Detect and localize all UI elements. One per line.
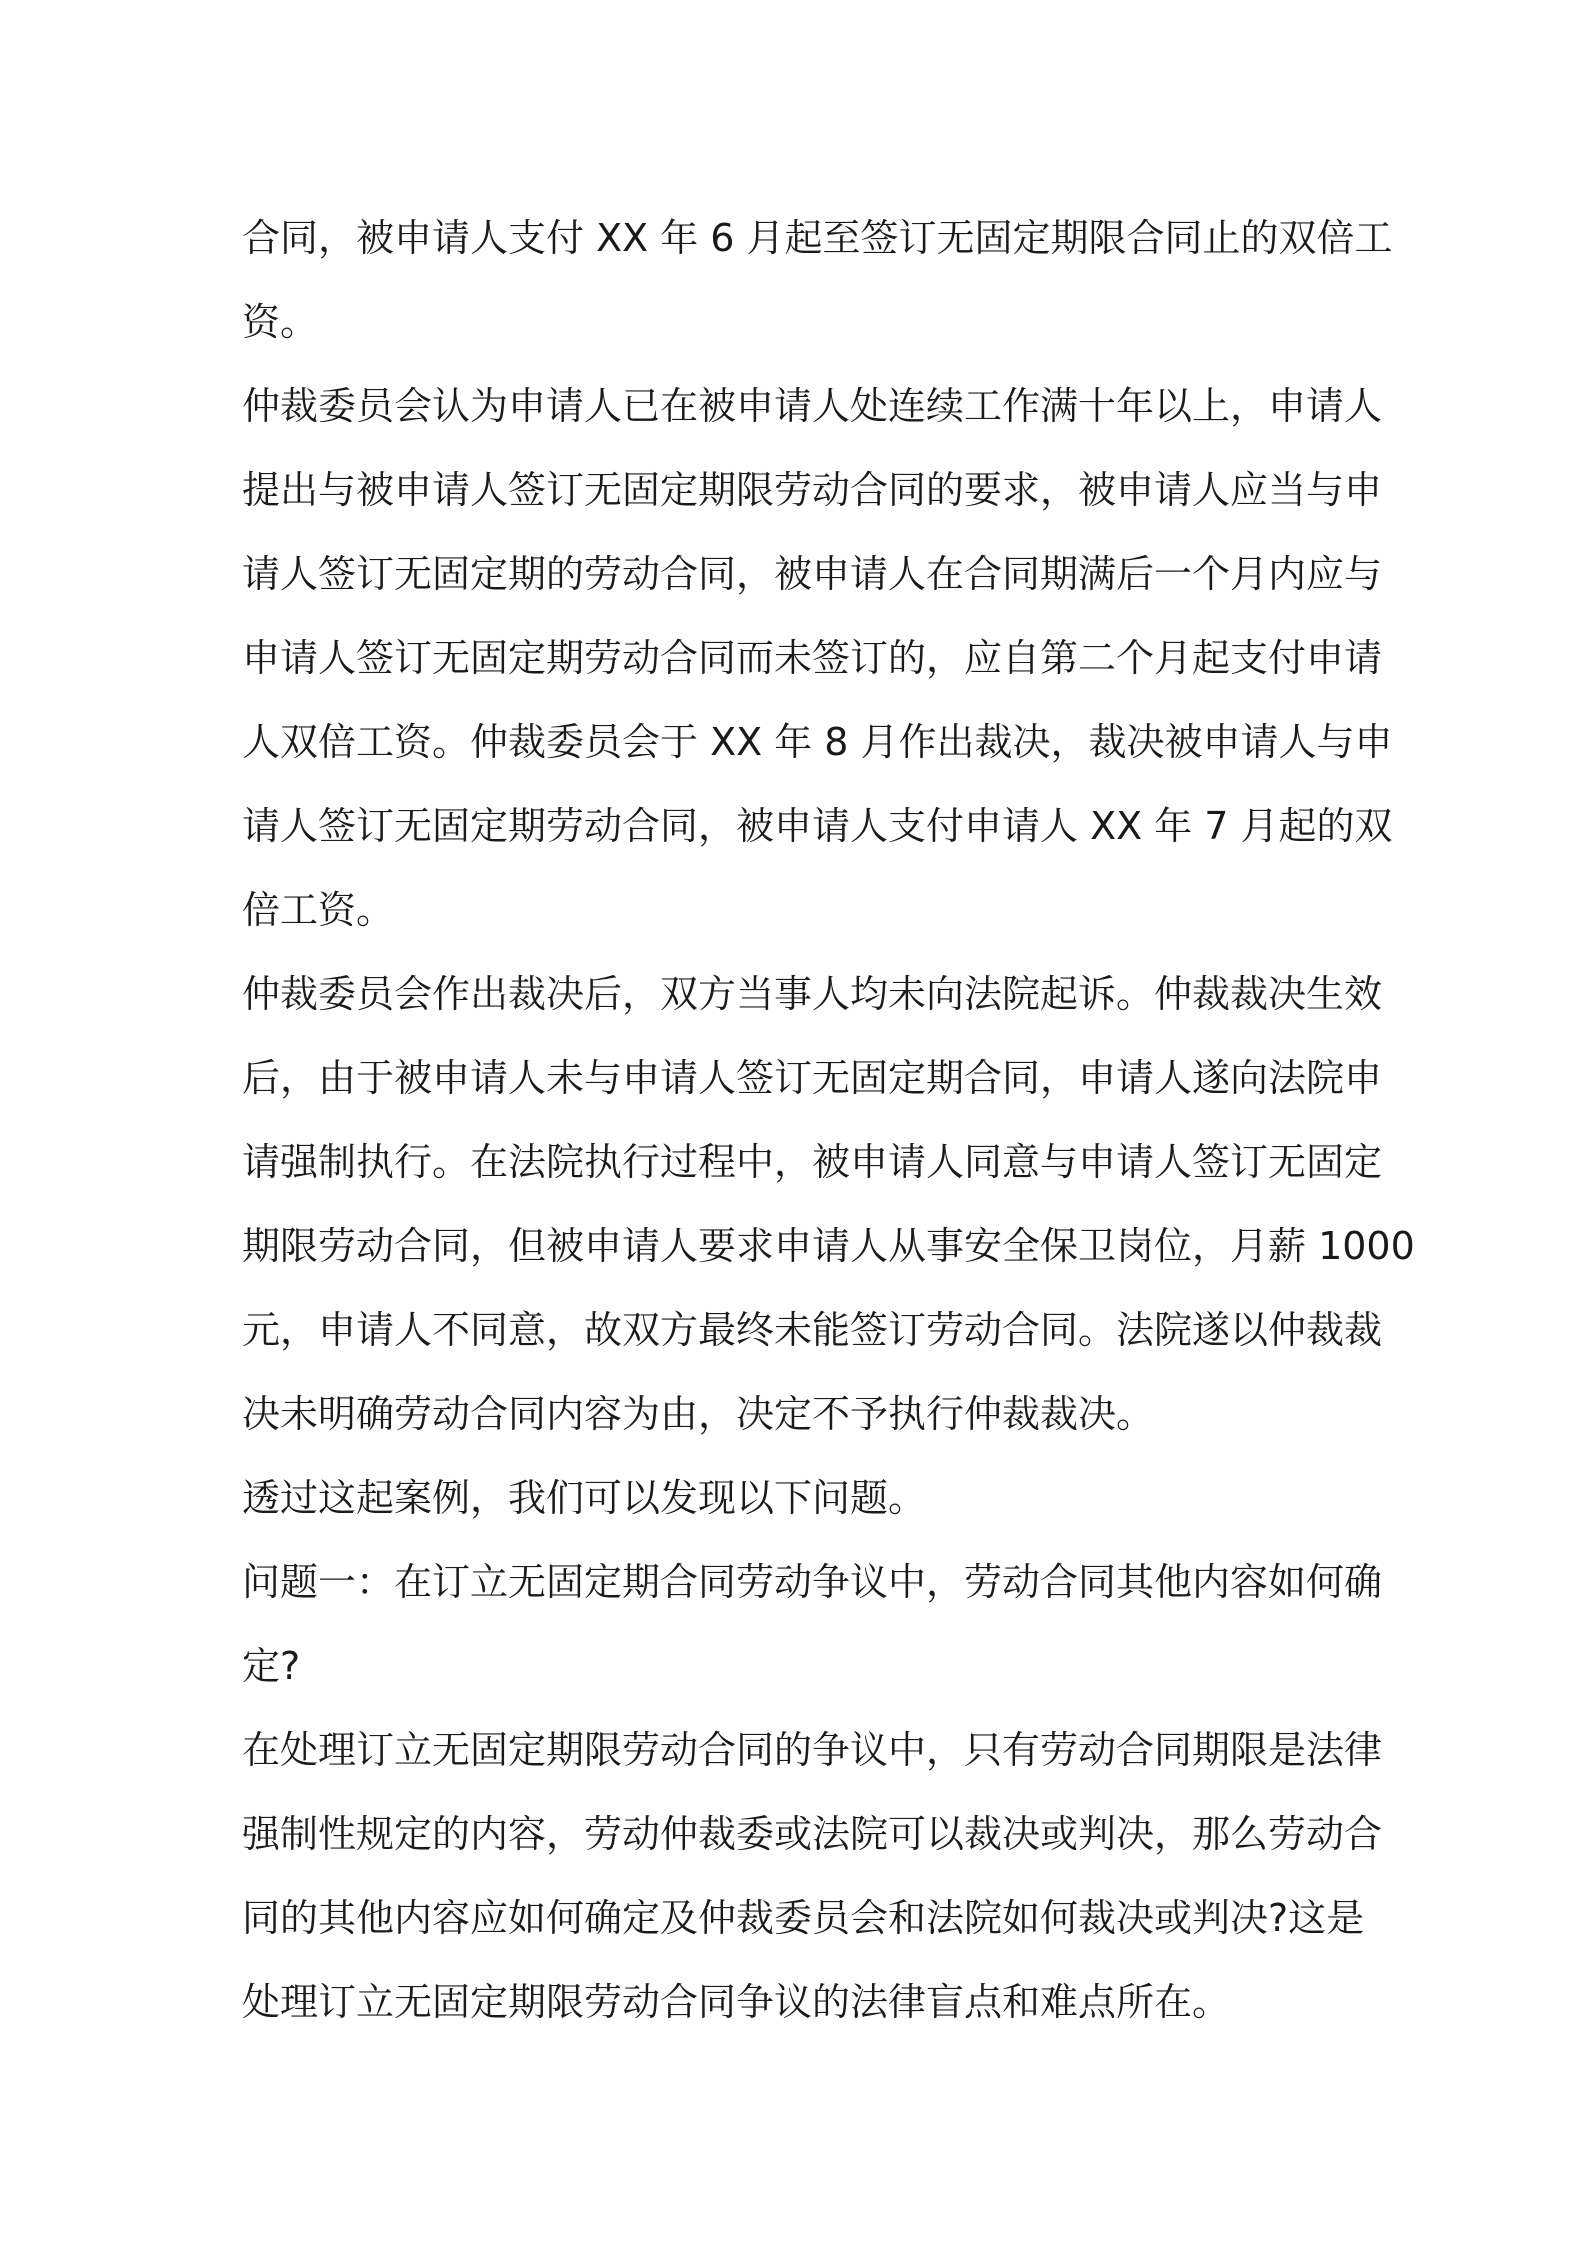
text-line: 仲裁委员会认为申请人已在被申请人处连续工作满十年以上，申请人 xyxy=(242,384,1383,428)
text-line: 期限劳动合同，但被申请人要求申请人从事安全保卫岗位，月薪 1000 xyxy=(242,1224,1415,1268)
text-line: 定? xyxy=(242,1644,301,1688)
paragraph-5-question-heading xyxy=(242,1540,1383,1708)
text-line: 申请人签订无固定期劳动合同而未签订的，应自第二个月起支付申请 xyxy=(242,636,1383,680)
text-line: 同的其他内容应如何确定及仲裁委员会和法院如何裁决或判决?这是 xyxy=(242,1896,1365,1940)
text-line: 透过这起案例，我们可以发现以下问题。 xyxy=(242,1476,927,1520)
text-line: 后，由于被申请人未与申请人签订无固定期合同，申请人遂向法院申 xyxy=(242,1056,1383,1100)
text-line: 决未明确劳动合同内容为由，决定不予执行仲裁裁决。 xyxy=(242,1392,1155,1436)
paragraph-1 xyxy=(242,196,1393,364)
text-line: 在处理订立无固定期限劳动合同的争议中，只有劳动合同期限是法律 xyxy=(242,1728,1383,1772)
text-line: 请人签订无固定期劳动合同，被申请人支付申请人 XX 年 7 月起的双 xyxy=(242,804,1393,848)
document-body xyxy=(242,196,1415,2044)
paragraph-3 xyxy=(242,952,1415,1456)
text-line: 问题一：在订立无固定期合同劳动争议中，劳动合同其他内容如何确 xyxy=(242,1560,1383,1604)
text-line: 请强制执行。在法院执行过程中，被申请人同意与申请人签订无固定 xyxy=(242,1140,1383,1184)
paragraph-2 xyxy=(242,364,1393,952)
text-line: 强制性规定的内容，劳动仲裁委或法院可以裁决或判决，那么劳动合 xyxy=(242,1812,1383,1856)
text-line: 请人签订无固定期的劳动合同，被申请人在合同期满后一个月内应与 xyxy=(242,552,1383,596)
text-line: 提出与被申请人签订无固定期限劳动合同的要求，被申请人应当与申 xyxy=(242,468,1383,512)
text-line: 资。 xyxy=(242,300,319,344)
text-line: 倍工资。 xyxy=(242,888,395,932)
text-line: 合同，被申请人支付 XX 年 6 月起至签订无固定期限合同止的双倍工 xyxy=(242,216,1393,260)
text-line: 仲裁委员会作出裁决后，双方当事人均未向法院起诉。仲裁裁决生效 xyxy=(242,972,1383,1016)
text-line: 元，申请人不同意，故双方最终未能签订劳动合同。法院遂以仲裁裁 xyxy=(242,1308,1383,1352)
text-line: 处理订立无固定期限劳动合同争议的法律盲点和难点所在。 xyxy=(242,1980,1231,2024)
paragraph-4 xyxy=(242,1456,1362,1540)
paragraph-6 xyxy=(242,1708,1383,2044)
text-line: 人双倍工资。仲裁委员会于 XX 年 8 月作出裁决，裁决被申请人与申 xyxy=(242,720,1393,764)
